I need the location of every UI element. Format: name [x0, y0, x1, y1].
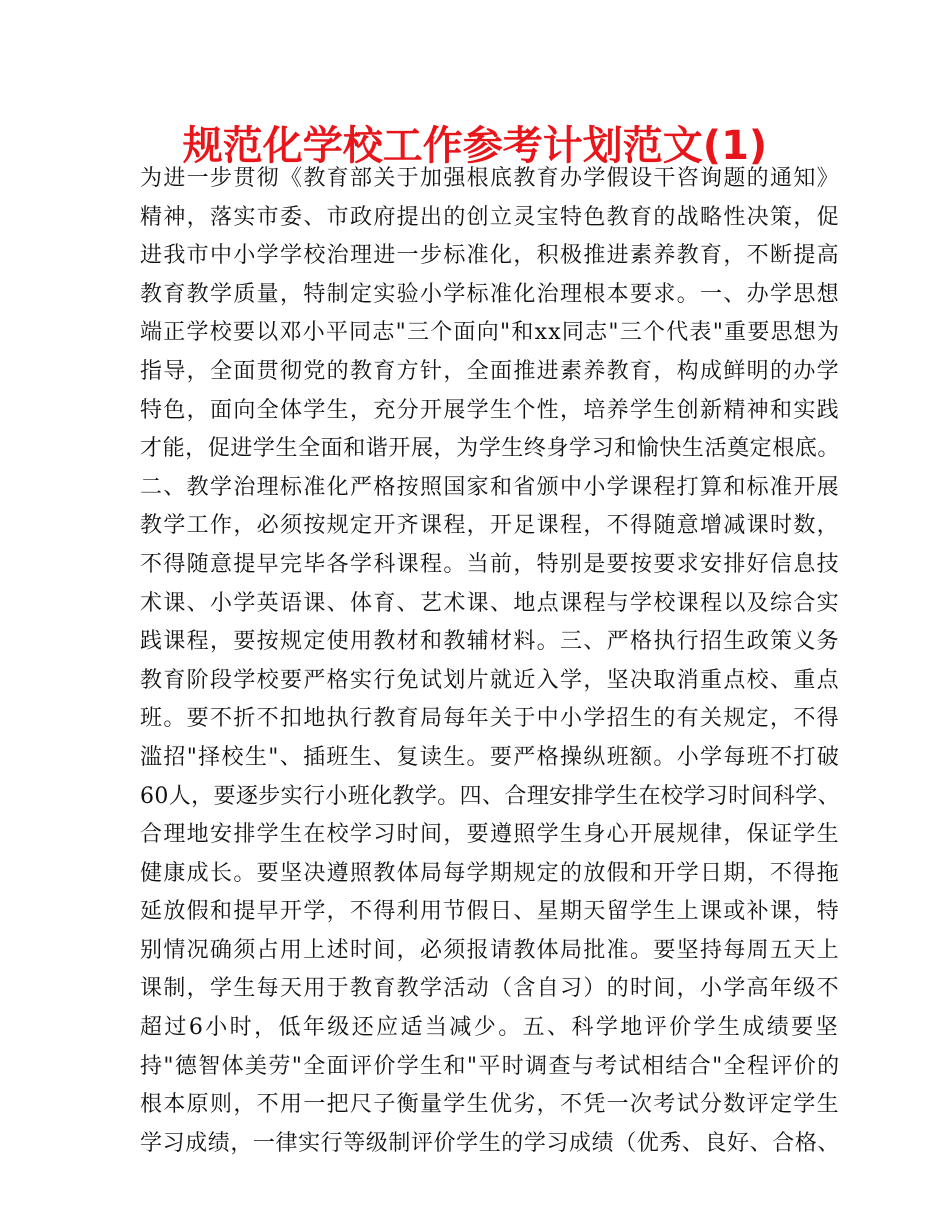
body-text-line: 教育阶段学校要严格实行免试划片就近入学，坚决取消重点校、重点: [140, 667, 840, 693]
body-text-line: 健康成长。要坚决遵照教体局每学期规定的放假和开学日期，不得拖: [140, 860, 840, 886]
body-text-line: 班。要不折不扣地执行教育局每年关于中小学招生的有关规定，不得: [140, 706, 840, 732]
body-text-line: 滥招"择校生"、插班生、复读生。要严格操纵班额。小学每班不打破: [140, 744, 840, 770]
body-text-line: 二、教学治理标准化严格按照国家和省颁中小学课程打算和标准开展: [140, 474, 840, 500]
document-body: [140, 160, 840, 1163]
body-text-line: 进我市中小学学校治理进一步标准化，积极推进素养教育，不断提高: [140, 243, 840, 269]
body-text-line: 超过6小时，低年级还应适当减少。五、科学地评价学生成绩要坚: [140, 1015, 840, 1041]
body-text-line: 践课程，要按规定使用教材和教辅材料。三、严格执行招生政策义务: [140, 629, 840, 655]
body-text-line: 根本原则，不用一把尺子衡量学生优劣，不凭一次考试分数评定学生: [140, 1092, 840, 1118]
body-text-line: 60人，要逐步实行小班化教学。四、合理安排学生在校学习时间科学、: [140, 783, 840, 809]
body-text-line: 教育教学质量，特制定实验小学标准化治理根本要求。一、办学思想: [140, 281, 840, 307]
body-text-line: 不得随意提早完毕各学科课程。当前，特别是要按要求安排好信息技: [140, 551, 840, 577]
body-text-line: 课制，学生每天用于教育教学活动（含自习）的时间，小学高年级不: [140, 976, 840, 1002]
body-text-line: 别情况确须占用上述时间，必须报请教体局批准。要坚持每周五天上: [140, 937, 840, 963]
body-text-line: 教学工作，必须按规定开齐课程，开足课程，不得随意增减课时数，: [140, 513, 840, 539]
body-text-line: 为进一步贯彻《教育部关于加强根底教育办学假设干咨询题的通知》: [140, 166, 840, 191]
body-text-line: 精神，落实市委、市政府提出的创立灵宝特色教育的战略性决策，促: [140, 204, 840, 230]
body-text-line: 延放假和提早开学，不得利用节假日、星期天留学生上课或补课，特: [140, 899, 840, 925]
document-title: 规范化学校工作参考计划范文(1): [182, 123, 768, 169]
body-text-line: 术课、小学英语课、体育、艺术课、地点课程与学校课程以及综合实: [140, 590, 840, 616]
body-text-line: 学习成绩，一律实行等级制评价学生的学习成绩（优秀、良好、合格、: [140, 1130, 840, 1156]
body-text-line: 特色，面向全体学生，充分开展学生个性，培养学生创新精神和实践: [140, 397, 840, 423]
body-text-line: 才能，促进学生全面和谐开展，为学生终身学习和愉快生活奠定根底。: [140, 436, 840, 462]
body-text-line: 合理地安排学生在校学习时间，要遵照学生身心开展规律，保证学生: [140, 822, 840, 848]
body-text-line: 持"德智体美劳"全面评价学生和"平时调查与考试相结合"全程评价的: [140, 1053, 840, 1079]
body-text-line: 指导，全面贯彻党的教育方针，全面推进素养教育，构成鲜明的办学: [140, 358, 840, 384]
body-text-line: 端正学校要以邓小平同志"三个面向"和xx同志"三个代表"重要思想为: [140, 320, 840, 346]
